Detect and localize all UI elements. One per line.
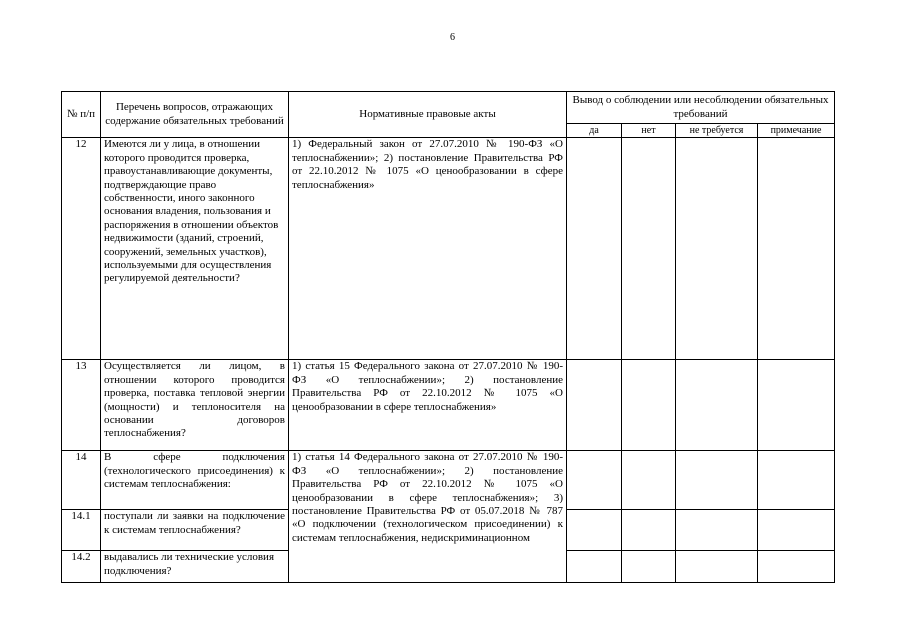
row-number: 14	[62, 451, 101, 510]
header-questions: Перечень вопросов, отражающих содержание обязательных требований	[101, 92, 289, 138]
row-number: 12	[62, 138, 101, 360]
row-question: Осуществляется ли лицом, в отношении которого проводится проверка, поставка тепловой энергии (мощности) и теплоносителя на основании договоров теплоснабжения?	[101, 360, 289, 451]
answer-note-cell[interactable]	[758, 360, 835, 451]
answer-note-cell[interactable]	[758, 551, 835, 583]
answer-not-required-cell[interactable]	[676, 451, 758, 510]
answer-yes-cell[interactable]	[567, 138, 622, 360]
answer-not-required-cell[interactable]	[676, 360, 758, 451]
row-number: 14.1	[62, 510, 101, 551]
header-not-required: не требуется	[676, 124, 758, 138]
row-question: В сфере подключения (технологического присоединения) к системам теплоснабжения:	[101, 451, 289, 510]
answer-note-cell[interactable]	[758, 138, 835, 360]
answer-not-required-cell[interactable]	[676, 510, 758, 551]
header-conclusion: Вывод о соблюдении или несоблюдении обязательных требований	[567, 92, 835, 124]
header-no: нет	[622, 124, 676, 138]
answer-no-cell[interactable]	[622, 138, 676, 360]
answer-not-required-cell[interactable]	[676, 138, 758, 360]
table-row	[62, 138, 835, 360]
table-row	[62, 451, 835, 510]
header-acts: Нормативные правовые акты	[289, 92, 567, 138]
header-yes: да	[567, 124, 622, 138]
table-row	[62, 360, 835, 451]
row-question: Имеются ли у лица, в отношении которого проводится проверка, правоустанавливающие документы, подтверждающие право собственности, иного законного основания владения, пользования и распоряжения в отношении объектов недвижимости (зданий, строений, сооружений, земельных участков), используемыми для осуществления регулируемой деятельности?	[101, 138, 289, 360]
row-number: 13	[62, 360, 101, 451]
row-question: выдавались ли технические условия подключения?	[101, 551, 289, 583]
header-note: примечание	[758, 124, 835, 138]
answer-no-cell[interactable]	[622, 360, 676, 451]
row-legal-acts: 1) статья 15 Федерального закона от 27.07.2010 № 190-ФЗ «О теплоснабжении»; 2) постановление Правительства РФ от 22.10.2012 № 1075 «О ценообразовании в сфере теплоснабжения»	[289, 360, 567, 451]
answer-not-required-cell[interactable]	[676, 551, 758, 583]
answer-no-cell[interactable]	[622, 551, 676, 583]
answer-yes-cell[interactable]	[567, 451, 622, 510]
answer-yes-cell[interactable]	[567, 551, 622, 583]
page-number: 6	[450, 32, 455, 43]
answer-yes-cell[interactable]	[567, 360, 622, 451]
answer-no-cell[interactable]	[622, 510, 676, 551]
legal-acts-text: 1) статья 14 Федерального закона от 27.07.2010 № 190-ФЗ «О теплоснабжении»; 2) постановление Правительства РФ от 22.10.2012 № 1075 «О ценообразовании в сфере теплоснабжения»; 3) постановление Правительства РФ от 05.07.2018 № 787 «О подключении (технологическом присоединении) к системам теплоснабжения, недискриминационном	[292, 451, 563, 544]
row-legal-acts	[289, 451, 567, 583]
row-legal-acts: 1) Федеральный закон от 27.07.2010 № 190-ФЗ «О теплоснабжении»; 2) постановление Правительства РФ от 22.10.2012 № 1075 «О ценообразовании в сфере теплоснабжения»	[289, 138, 567, 360]
row-number: 14.2	[62, 551, 101, 583]
checklist-table	[61, 91, 835, 583]
row-question: поступали ли заявки на подключение к системам теплоснабжения?	[101, 510, 289, 551]
answer-note-cell[interactable]	[758, 510, 835, 551]
answer-note-cell[interactable]	[758, 451, 835, 510]
answer-yes-cell[interactable]	[567, 510, 622, 551]
header-num: № п/п	[62, 92, 101, 138]
answer-no-cell[interactable]	[622, 451, 676, 510]
